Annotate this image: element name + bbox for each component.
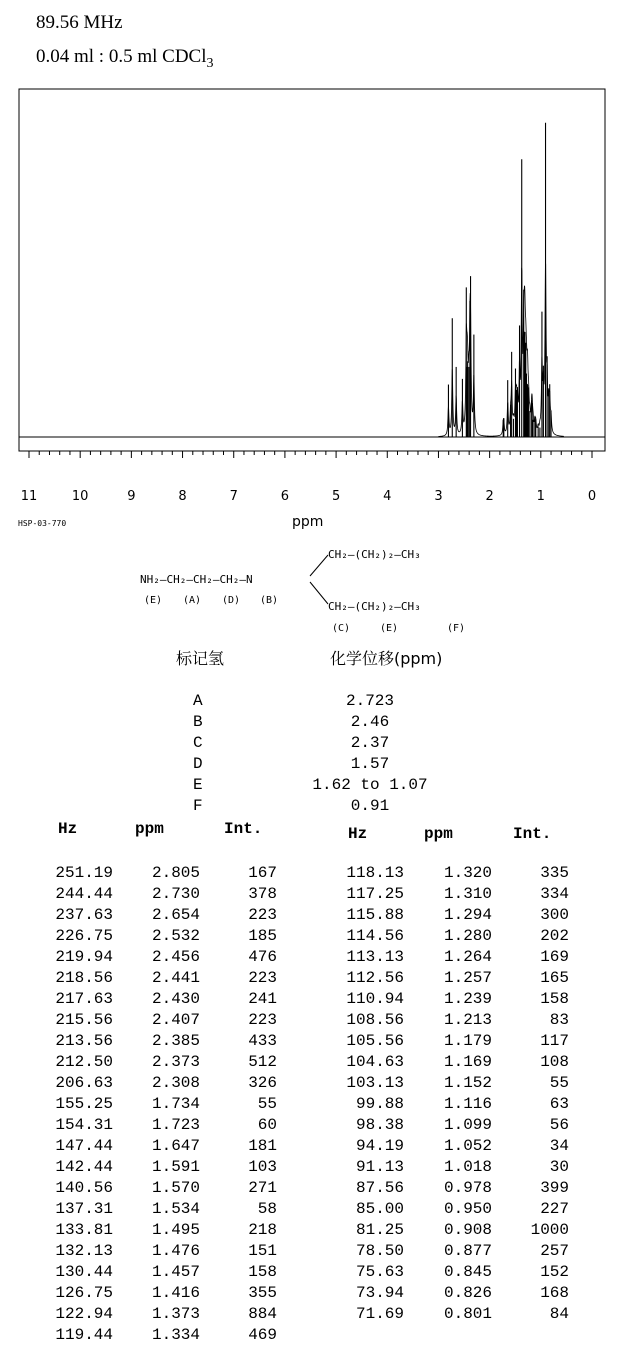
- peak-header-int-2: Int.: [513, 825, 552, 843]
- peak-cell-hz: 115.88: [346, 906, 404, 924]
- peak-cell-int: 56: [549, 1116, 569, 1134]
- peak-cell-hz: 147.44: [55, 1137, 113, 1155]
- label-a: (A): [183, 595, 202, 606]
- peak-cell-int: 223: [248, 906, 277, 924]
- peak-cell-int: 227: [540, 1200, 569, 1218]
- peak-cell-int: 223: [248, 1011, 277, 1029]
- peak-cell-int: 34: [549, 1137, 569, 1155]
- x-tick-label: 7: [229, 489, 238, 504]
- assignment-label: E: [193, 776, 203, 794]
- peak-cell-ppm: 1.169: [443, 1053, 492, 1071]
- peak-cell-int: 512: [248, 1053, 277, 1071]
- peak-cell-ppm: 1.457: [151, 1263, 200, 1281]
- peak-cell-ppm: 1.310: [443, 885, 492, 903]
- sample-description: [36, 46, 214, 72]
- molecule-structure: [0, 540, 626, 640]
- label-c: (C): [332, 623, 351, 634]
- label-e: (E): [144, 595, 163, 606]
- assignment-row: [0, 713, 626, 734]
- peak-cell-hz: 113.13: [346, 948, 404, 966]
- peak-cell-int: 181: [248, 1137, 277, 1155]
- peak-cell-hz: 219.94: [55, 948, 113, 966]
- peak-cell-int: 334: [540, 885, 569, 903]
- assignment-row: [0, 692, 626, 713]
- x-tick-label: 4: [383, 489, 392, 504]
- sample-text: 0.04 ml : 0.5 ml CDCl: [36, 46, 207, 67]
- peak-cell-ppm: 0.978: [443, 1179, 492, 1197]
- assignment-shift: 2.37: [350, 734, 390, 752]
- peak-cell-hz: 85.00: [355, 1200, 404, 1218]
- peak-cell-hz: 133.81: [55, 1221, 113, 1239]
- x-tick-label: 3: [434, 489, 443, 504]
- peak-cell-ppm: 1.373: [151, 1305, 200, 1323]
- peak-cell-hz: 155.25: [55, 1095, 113, 1113]
- peak-cell-ppm: 1.416: [151, 1284, 200, 1302]
- peak-cell-hz: 251.19: [55, 864, 113, 882]
- x-axis-label: ppm: [292, 514, 324, 530]
- label-e2: (E): [380, 623, 399, 634]
- peak-cell-ppm: 2.385: [151, 1032, 200, 1050]
- assignment-label: A: [193, 692, 203, 710]
- peak-cell-ppm: 2.407: [151, 1011, 200, 1029]
- peak-cell-int: 168: [540, 1284, 569, 1302]
- sample-subscript: 3: [206, 55, 214, 71]
- peak-cell-int: 169: [540, 948, 569, 966]
- peak-cell-int: 257: [540, 1242, 569, 1260]
- peak-cell-hz: 94.19: [355, 1137, 404, 1155]
- peak-cell-hz: 122.94: [55, 1305, 113, 1323]
- peak-cell-ppm: 1.476: [151, 1242, 200, 1260]
- peak-cell-int: 223: [248, 969, 277, 987]
- peak-cell-int: 476: [248, 948, 277, 966]
- x-tick-label: 9: [127, 489, 136, 504]
- peak-cell-int: 152: [540, 1263, 569, 1281]
- peak-cell-hz: 87.56: [355, 1179, 404, 1197]
- x-tick-label: 11: [20, 489, 38, 504]
- peak-cell-ppm: 2.730: [151, 885, 200, 903]
- peak-cell-hz: 217.63: [55, 990, 113, 1008]
- peak-cell-hz: 112.56: [346, 969, 404, 987]
- peak-cell-ppm: 0.950: [443, 1200, 492, 1218]
- peak-cell-int: 117: [540, 1032, 569, 1050]
- peak-cell-int: 218: [248, 1221, 277, 1239]
- peak-cell-hz: 244.44: [55, 885, 113, 903]
- peak-cell-int: 378: [248, 885, 277, 903]
- peak-cell-int: 158: [540, 990, 569, 1008]
- peak-cell-int: 83: [549, 1011, 569, 1029]
- peak-cell-int: 399: [540, 1179, 569, 1197]
- peak-cell-ppm: 1.647: [151, 1137, 200, 1155]
- peak-cell-ppm: 2.430: [151, 990, 200, 1008]
- peaks-group: [438, 123, 563, 437]
- peak-cell-hz: 114.56: [346, 927, 404, 945]
- peak-cell-hz: 119.44: [55, 1326, 113, 1344]
- x-tick-label: 6: [280, 489, 290, 504]
- peak-cell-int: 30: [549, 1158, 569, 1176]
- peak-cell-hz: 117.25: [346, 885, 404, 903]
- top-branch: CH₂—(CH₂)₂—CH₃: [328, 548, 421, 561]
- peak-cell-hz: 108.56: [346, 1011, 404, 1029]
- peak-cell-int: 55: [549, 1074, 569, 1092]
- peak-cell-ppm: 1.152: [443, 1074, 492, 1092]
- peak-cell-ppm: 1.591: [151, 1158, 200, 1176]
- peak-cell-int: 60: [257, 1116, 277, 1134]
- peak-cell-hz: 91.13: [355, 1158, 404, 1176]
- peak-cell-int: 300: [540, 906, 569, 924]
- peak-cell-int: 151: [248, 1242, 277, 1260]
- peak-cell-hz: 126.75: [55, 1284, 113, 1302]
- peak-cell-hz: 99.88: [355, 1095, 404, 1113]
- assignment-row: [0, 797, 626, 818]
- x-tick-label: 1: [536, 489, 545, 504]
- x-tick-label: 0: [587, 489, 597, 504]
- peak-cell-ppm: 1.099: [443, 1116, 492, 1134]
- peak-header-int: Int.: [224, 820, 263, 838]
- peak-cell-ppm: 1.239: [443, 990, 492, 1008]
- assignment-shift: 2.46: [350, 713, 390, 731]
- peak-cell-ppm: 2.441: [151, 969, 200, 987]
- peak-cell-ppm: 1.495: [151, 1221, 200, 1239]
- peak-cell-hz: 105.56: [346, 1032, 404, 1050]
- peak-cell-int: 108: [540, 1053, 569, 1071]
- peak-cell-hz: 140.56: [55, 1179, 113, 1197]
- peak-cell-int: 165: [540, 969, 569, 987]
- peak-header-ppm: ppm: [135, 820, 164, 838]
- peak-cell-int: 167: [248, 864, 277, 882]
- peak-cell-ppm: 1.570: [151, 1179, 200, 1197]
- bond-down: [310, 582, 328, 604]
- assignment-row: [0, 776, 626, 797]
- peak-cell-ppm: 1.334: [151, 1326, 200, 1344]
- peak-cell-int: 335: [540, 864, 569, 882]
- assignment-shift: 2.723: [345, 692, 394, 710]
- peak-cell-int: 58: [257, 1200, 277, 1218]
- assignment-label: C: [193, 734, 203, 752]
- col-shift-header: 化学位移(ppm): [330, 649, 443, 668]
- peak-cell-hz: 104.63: [346, 1053, 404, 1071]
- x-tick-label: 8: [178, 489, 187, 504]
- peak-cell-int: 884: [248, 1305, 277, 1323]
- peak-cell-ppm: 1.280: [443, 927, 492, 945]
- peak-cell-ppm: 1.320: [443, 864, 492, 882]
- label-f: (F): [447, 623, 466, 634]
- peak-cell-ppm: 0.845: [443, 1263, 492, 1281]
- col-label-header: 标记氢: [176, 649, 225, 668]
- nmr-spectrum-chart: [0, 80, 626, 535]
- assignment-label: F: [193, 797, 203, 815]
- peak-cell-hz: 137.31: [55, 1200, 113, 1218]
- peak-cell-int: 63: [549, 1095, 569, 1113]
- spectrum-code: HSP-03-770: [18, 519, 67, 528]
- assignment-label: D: [193, 755, 203, 773]
- main-chain: NH₂—CH₂—CH₂—CH₂—N: [140, 573, 253, 586]
- peak-cell-ppm: 1.264: [443, 948, 492, 966]
- label-b: (B): [260, 595, 279, 606]
- peak-cell-ppm: 1.052: [443, 1137, 492, 1155]
- spectrometer-frequency: 89.56 MHz: [36, 12, 123, 33]
- peak-cell-int: 1000: [530, 1221, 569, 1239]
- peak-cell-hz: 73.94: [355, 1284, 404, 1302]
- assignment-shift: 1.62 to 1.07: [312, 776, 428, 794]
- peak-cell-int: 469: [248, 1326, 277, 1344]
- peak-cell-hz: 218.56: [55, 969, 113, 987]
- assignment-label: B: [193, 713, 203, 731]
- peak-header-hz-2: Hz: [348, 825, 368, 843]
- peak-cell-hz: 206.63: [55, 1074, 113, 1092]
- peak-cell-ppm: 0.801: [443, 1305, 492, 1323]
- peak-cell-ppm: 0.908: [443, 1221, 492, 1239]
- peak-cell-ppm: 2.654: [151, 906, 200, 924]
- peak-cell-ppm: 1.257: [443, 969, 492, 987]
- peak-cell-ppm: 2.456: [151, 948, 200, 966]
- assignment-row: [0, 755, 626, 776]
- peak-cell-int: 326: [248, 1074, 277, 1092]
- peak-cell-ppm: 1.213: [443, 1011, 492, 1029]
- peak-header-ppm-2: ppm: [424, 825, 453, 843]
- peak-cell-ppm: 0.877: [443, 1242, 492, 1260]
- peak-cell-int: 433: [248, 1032, 277, 1050]
- peak-cell-int: 355: [248, 1284, 277, 1302]
- peak-cell-hz: 75.63: [355, 1263, 404, 1281]
- peak-cell-hz: 118.13: [346, 864, 404, 882]
- peak-cell-hz: 215.56: [55, 1011, 113, 1029]
- x-axis-ticks: [21, 451, 596, 504]
- assignment-shift: 1.57: [350, 755, 390, 773]
- peak-cell-hz: 98.38: [355, 1116, 404, 1134]
- assignment-shift: 0.91: [350, 797, 390, 815]
- peak-cell-ppm: 1.534: [151, 1200, 200, 1218]
- peak-cell-int: 55: [257, 1095, 277, 1113]
- peak-cell-ppm: 1.116: [443, 1095, 492, 1113]
- peak-cell-hz: 226.75: [55, 927, 113, 945]
- x-tick-label: 10: [71, 489, 89, 504]
- peak-cell-ppm: 1.723: [151, 1116, 200, 1134]
- peak-cell-ppm: 1.018: [443, 1158, 492, 1176]
- x-tick-label: 2: [485, 489, 494, 504]
- peak-cell-int: 103: [248, 1158, 277, 1176]
- peak-cell-int: 271: [248, 1179, 277, 1197]
- peak-cell-int: 202: [540, 927, 569, 945]
- peak-cell-ppm: 2.532: [151, 927, 200, 945]
- x-tick-label: 5: [331, 489, 341, 504]
- peak-cell-ppm: 1.734: [151, 1095, 200, 1113]
- peak-cell-hz: 71.69: [355, 1305, 404, 1323]
- label-d: (D): [222, 595, 241, 606]
- peak-cell-hz: 237.63: [55, 906, 113, 924]
- peak-cell-hz: 103.13: [346, 1074, 404, 1092]
- assignment-row: [0, 734, 626, 755]
- peak-cell-hz: 142.44: [55, 1158, 113, 1176]
- peak-cell-int: 84: [549, 1305, 569, 1323]
- bottom-branch: CH₂—(CH₂)₂—CH₃: [328, 600, 421, 613]
- peak-cell-hz: 78.50: [355, 1242, 404, 1260]
- peak-cell-int: 185: [248, 927, 277, 945]
- peak-cell-hz: 110.94: [346, 990, 404, 1008]
- peak-cell-ppm: 2.805: [151, 864, 200, 882]
- peak-cell-ppm: 1.294: [443, 906, 492, 924]
- peak-cell-ppm: 2.373: [151, 1053, 200, 1071]
- peak-cell-ppm: 1.179: [443, 1032, 492, 1050]
- peak-cell-hz: 154.31: [55, 1116, 113, 1134]
- peak-cell-hz: 213.56: [55, 1032, 113, 1050]
- peak-cell-hz: 132.13: [55, 1242, 113, 1260]
- peak-cell-hz: 130.44: [55, 1263, 113, 1281]
- peak-cell-int: 241: [248, 990, 277, 1008]
- peak-cell-hz: 212.50: [55, 1053, 113, 1071]
- peak-cell-ppm: 2.308: [151, 1074, 200, 1092]
- bond-up: [310, 555, 328, 576]
- peak-header-hz: Hz: [58, 820, 78, 838]
- peak-cell-int: 158: [248, 1263, 277, 1281]
- peak-cell-ppm: 0.826: [443, 1284, 492, 1302]
- peak-cell-hz: 81.25: [355, 1221, 404, 1239]
